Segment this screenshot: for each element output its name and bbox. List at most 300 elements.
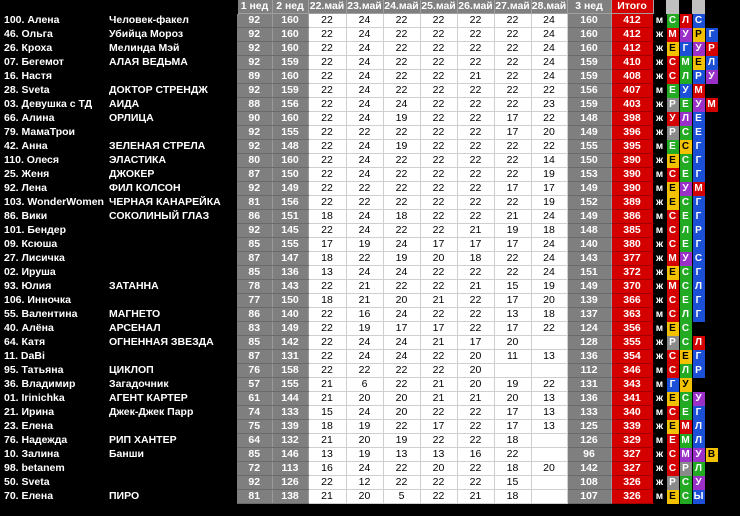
letter-badge[interactable]: Р (666, 476, 679, 490)
week2-score[interactable]: 132 (272, 434, 308, 448)
week2-score[interactable]: 160 (272, 14, 308, 28)
week1-score[interactable]: 90 (237, 112, 272, 126)
total-score[interactable]: 380 (611, 238, 653, 252)
participant-name[interactable]: 66. Алина (0, 112, 107, 126)
total-score[interactable]: 412 (611, 28, 653, 42)
day-score[interactable]: 22 (420, 28, 457, 42)
participant-name[interactable]: 09. Ксюша (0, 238, 107, 252)
table-row[interactable] (0, 84, 718, 98)
week3-score[interactable]: 153 (567, 168, 611, 182)
day-score[interactable]: 22 (308, 84, 346, 98)
day-score[interactable]: 22 (457, 154, 494, 168)
day-score[interactable]: 22 (494, 252, 531, 266)
day-score[interactable]: 20 (383, 392, 420, 406)
week3-score[interactable]: 156 (567, 84, 611, 98)
day-score[interactable]: 17 (494, 420, 531, 434)
week2-score[interactable]: 140 (272, 308, 308, 322)
letter-badge[interactable]: Г (692, 168, 705, 182)
day-score[interactable]: 24 (531, 42, 567, 56)
day-score[interactable]: 24 (383, 350, 420, 364)
table-row[interactable] (0, 238, 718, 252)
header-day-4[interactable]: 25.май (421, 0, 456, 13)
day-score[interactable]: 24 (346, 112, 383, 126)
letter-badge[interactable]: Е (679, 210, 692, 224)
day-score[interactable]: 22 (494, 70, 531, 84)
participant-name[interactable]: 103. WonderWomen (0, 196, 107, 210)
participant-name[interactable]: 25. Женя (0, 168, 107, 182)
week3-score[interactable]: 133 (567, 406, 611, 420)
day-score[interactable]: 24 (531, 56, 567, 70)
hero-name[interactable]: ОГНЕННАЯ ЗВЕЗДА (107, 336, 237, 350)
day-score[interactable]: 22 (420, 280, 457, 294)
day-score[interactable]: 24 (346, 56, 383, 70)
day-score[interactable]: 22 (531, 112, 567, 126)
letter-badge[interactable]: ж (653, 336, 666, 350)
letter-badge[interactable]: ж (653, 294, 666, 308)
week2-score[interactable]: 113 (272, 462, 308, 476)
week2-score[interactable]: 131 (272, 350, 308, 364)
day-score[interactable]: 22 (457, 196, 494, 210)
letter-badge[interactable] (705, 252, 718, 266)
letter-badge[interactable]: Е (666, 154, 679, 168)
week3-score[interactable]: 155 (567, 140, 611, 154)
day-score[interactable]: 22 (420, 70, 457, 84)
day-score[interactable]: 22 (383, 476, 420, 490)
week1-score[interactable]: 92 (237, 28, 272, 42)
letter-badge[interactable]: Л (692, 336, 705, 350)
day-score[interactable]: 22 (383, 126, 420, 140)
week1-score[interactable]: 92 (237, 14, 272, 28)
day-score[interactable]: 21 (420, 336, 457, 350)
day-score[interactable]: 24 (383, 336, 420, 350)
day-score[interactable]: 22 (420, 196, 457, 210)
letter-badge[interactable]: Е (666, 434, 679, 448)
letter-badge[interactable] (705, 476, 718, 490)
table-row[interactable] (0, 98, 718, 112)
day-score[interactable]: 20 (494, 336, 531, 350)
letter-badge[interactable] (705, 336, 718, 350)
letter-badge[interactable] (705, 210, 718, 224)
day-score[interactable]: 22 (457, 294, 494, 308)
day-score[interactable]: 24 (383, 266, 420, 280)
letter-badge[interactable]: Г (692, 294, 705, 308)
letter-badge[interactable]: Г (692, 238, 705, 252)
week3-score[interactable]: 140 (567, 238, 611, 252)
letter-badge[interactable]: Р (692, 224, 705, 238)
hero-name[interactable]: АИДА (107, 98, 237, 112)
day-score[interactable]: 22 (383, 420, 420, 434)
day-score[interactable]: 22 (531, 140, 567, 154)
day-score[interactable]: 22 (383, 280, 420, 294)
day-score[interactable]: 19 (494, 224, 531, 238)
letter-badge[interactable]: Е (692, 126, 705, 140)
week1-score[interactable]: 92 (237, 126, 272, 140)
header-day-2[interactable]: 23.май (347, 0, 382, 13)
hero-name[interactable] (107, 294, 237, 308)
day-score[interactable]: 17 (494, 182, 531, 196)
day-score[interactable]: 22 (420, 434, 457, 448)
letter-badge[interactable]: У (666, 112, 679, 126)
total-score[interactable]: 386 (611, 210, 653, 224)
hero-name[interactable]: ДОКТОР СТРЕНДЖ (107, 84, 237, 98)
day-score[interactable]: 17 (420, 238, 457, 252)
day-score[interactable]: 22 (420, 168, 457, 182)
day-score[interactable]: 16 (457, 448, 494, 462)
week1-score[interactable]: 87 (237, 350, 272, 364)
letter-badge[interactable]: Е (666, 84, 679, 98)
day-score[interactable]: 22 (308, 140, 346, 154)
week2-score[interactable]: 159 (272, 56, 308, 70)
total-score[interactable]: 363 (611, 308, 653, 322)
day-score[interactable]: 24 (346, 154, 383, 168)
hero-name[interactable] (107, 70, 237, 84)
day-score[interactable]: 12 (346, 476, 383, 490)
letter-badge[interactable]: У (692, 448, 705, 462)
letter-badge[interactable] (692, 322, 705, 336)
letter-badge[interactable] (705, 490, 718, 504)
week3-score[interactable]: 143 (567, 252, 611, 266)
total-score[interactable]: 390 (611, 182, 653, 196)
day-score[interactable]: 24 (346, 168, 383, 182)
day-score[interactable]: 22 (308, 364, 346, 378)
day-score[interactable]: 16 (346, 308, 383, 322)
letter-badge[interactable]: Е (679, 238, 692, 252)
letter-badge[interactable]: У (692, 476, 705, 490)
day-score[interactable]: 24 (346, 266, 383, 280)
week3-score[interactable]: 137 (567, 308, 611, 322)
letter-badge[interactable]: У (705, 70, 718, 84)
participant-name[interactable]: 64. Катя (0, 336, 107, 350)
letter-badge[interactable]: У (679, 252, 692, 266)
letter-badge[interactable]: С (692, 252, 705, 266)
letter-badge[interactable] (705, 196, 718, 210)
day-score[interactable]: 22 (457, 308, 494, 322)
letter-badge[interactable] (705, 462, 718, 476)
total-score[interactable]: 343 (611, 378, 653, 392)
letter-badge[interactable]: Л (679, 308, 692, 322)
letter-badge[interactable]: М (705, 98, 718, 112)
week3-score[interactable]: 150 (567, 154, 611, 168)
week2-score[interactable]: 155 (272, 378, 308, 392)
hero-name[interactable]: Банши (107, 448, 237, 462)
day-score[interactable]: 24 (346, 406, 383, 420)
day-score[interactable]: 22 (457, 84, 494, 98)
letter-badge[interactable]: Р (666, 126, 679, 140)
day-score[interactable]: 11 (494, 350, 531, 364)
letter-badge[interactable]: С (679, 280, 692, 294)
day-score[interactable]: 22 (308, 42, 346, 56)
day-score[interactable]: 24 (531, 238, 567, 252)
day-score[interactable]: 23 (531, 98, 567, 112)
letter-badge[interactable]: У (679, 84, 692, 98)
week2-score[interactable]: 142 (272, 336, 308, 350)
day-score[interactable]: 22 (494, 84, 531, 98)
day-score[interactable]: 24 (346, 14, 383, 28)
hero-name[interactable] (107, 350, 237, 364)
day-score[interactable]: 24 (531, 70, 567, 84)
day-score[interactable]: 17 (308, 238, 346, 252)
letter-badge[interactable]: Л (679, 224, 692, 238)
week2-score[interactable]: 156 (272, 98, 308, 112)
letter-badge[interactable]: С (666, 224, 679, 238)
letter-badge[interactable] (705, 112, 718, 126)
total-score[interactable]: 412 (611, 42, 653, 56)
day-score[interactable]: 24 (346, 28, 383, 42)
day-score[interactable]: 20 (346, 434, 383, 448)
hero-name[interactable] (107, 238, 237, 252)
header-week1[interactable]: 1 нед (237, 0, 272, 14)
day-score[interactable]: 13 (531, 350, 567, 364)
day-score[interactable]: 18 (494, 462, 531, 476)
week1-score[interactable]: 92 (237, 42, 272, 56)
hero-name[interactable]: МАГНЕТО (107, 308, 237, 322)
total-score[interactable]: 390 (611, 168, 653, 182)
day-score[interactable]: 22 (457, 434, 494, 448)
day-score[interactable]: 21 (308, 378, 346, 392)
table-row[interactable] (0, 308, 718, 322)
total-score[interactable]: 356 (611, 322, 653, 336)
letter-badge[interactable]: м (653, 364, 666, 378)
week3-score[interactable]: 124 (567, 322, 611, 336)
day-score[interactable]: 22 (494, 14, 531, 28)
week3-score[interactable]: 151 (567, 266, 611, 280)
week1-score[interactable]: 75 (237, 420, 272, 434)
letter-badge[interactable] (705, 420, 718, 434)
day-score[interactable]: 22 (457, 406, 494, 420)
day-score[interactable]: 22 (494, 448, 531, 462)
table-row[interactable] (0, 448, 718, 462)
day-score[interactable]: 20 (346, 490, 383, 504)
week3-score[interactable]: 159 (567, 70, 611, 84)
table-row[interactable] (0, 378, 718, 392)
day-score[interactable]: 24 (531, 252, 567, 266)
day-score[interactable]: 16 (308, 462, 346, 476)
week1-score[interactable]: 80 (237, 154, 272, 168)
participant-name[interactable]: 11. DaBi (0, 350, 107, 364)
day-score[interactable]: 22 (383, 56, 420, 70)
letter-badge[interactable]: м (653, 378, 666, 392)
day-score[interactable]: 21 (420, 294, 457, 308)
day-score[interactable]: 18 (308, 294, 346, 308)
week1-score[interactable]: 87 (237, 252, 272, 266)
letter-badge[interactable]: Л (692, 280, 705, 294)
week1-score[interactable]: 85 (237, 266, 272, 280)
letter-badge[interactable] (705, 154, 718, 168)
day-score[interactable]: 22 (494, 42, 531, 56)
day-score[interactable]: 22 (457, 28, 494, 42)
participant-name[interactable]: 02. Ируша (0, 266, 107, 280)
day-score[interactable]: 22 (457, 56, 494, 70)
letter-badge[interactable]: Г (692, 196, 705, 210)
week2-score[interactable]: 159 (272, 84, 308, 98)
week1-score[interactable]: 92 (237, 182, 272, 196)
week3-score[interactable]: 107 (567, 490, 611, 504)
day-score[interactable]: 19 (346, 420, 383, 434)
letter-badge[interactable]: У (692, 42, 705, 56)
day-score[interactable]: 22 (308, 322, 346, 336)
hero-name[interactable]: Человек-факел (107, 14, 237, 28)
day-score[interactable]: 22 (308, 182, 346, 196)
total-score[interactable]: 341 (611, 392, 653, 406)
week1-score[interactable]: 92 (237, 56, 272, 70)
hero-name[interactable]: Джек-Джек Парр (107, 406, 237, 420)
day-score[interactable]: 24 (531, 14, 567, 28)
letter-badge[interactable]: М (666, 28, 679, 42)
day-score[interactable]: 20 (494, 392, 531, 406)
letter-badge[interactable]: С (666, 210, 679, 224)
letter-badge[interactable]: Л (692, 462, 705, 476)
letter-badge[interactable]: В (705, 448, 718, 462)
day-score[interactable] (531, 434, 567, 448)
week3-score[interactable]: 149 (567, 280, 611, 294)
letter-badge[interactable]: Р (666, 98, 679, 112)
day-score[interactable]: 20 (420, 462, 457, 476)
participant-name[interactable]: 42. Анна (0, 140, 107, 154)
letter-badge[interactable]: ж (653, 112, 666, 126)
participant-name[interactable]: 46. Ольга (0, 28, 107, 42)
day-score[interactable]: 18 (531, 308, 567, 322)
letter-badge[interactable]: Г (692, 210, 705, 224)
letter-badge[interactable]: Е (679, 98, 692, 112)
day-score[interactable] (531, 490, 567, 504)
hero-name[interactable]: Убийца Мороз (107, 28, 237, 42)
total-score[interactable]: 408 (611, 70, 653, 84)
participant-name[interactable]: 92. Лена (0, 182, 107, 196)
day-score[interactable]: 21 (457, 392, 494, 406)
participant-name[interactable]: 79. МамаТрои (0, 126, 107, 140)
day-score[interactable]: 19 (383, 112, 420, 126)
header-day-5[interactable]: 26.май (458, 0, 493, 13)
letter-badge[interactable] (705, 294, 718, 308)
week2-score[interactable]: 136 (272, 266, 308, 280)
letter-badge[interactable]: Е (666, 322, 679, 336)
week2-score[interactable]: 151 (272, 210, 308, 224)
day-score[interactable]: 17 (494, 406, 531, 420)
letter-badge[interactable]: м (653, 14, 666, 28)
letter-badge[interactable] (705, 266, 718, 280)
day-score[interactable]: 21 (457, 490, 494, 504)
day-score[interactable]: 24 (346, 462, 383, 476)
letter-badge[interactable]: У (679, 182, 692, 196)
letter-badge[interactable] (705, 308, 718, 322)
week2-score[interactable]: 160 (272, 70, 308, 84)
day-score[interactable]: 22 (494, 98, 531, 112)
header-total[interactable]: Итого (611, 0, 653, 14)
day-score[interactable] (531, 336, 567, 350)
day-score[interactable]: 6 (346, 378, 383, 392)
day-score[interactable]: 18 (308, 252, 346, 266)
letter-badge[interactable]: С (666, 462, 679, 476)
letter-badge[interactable]: С (666, 406, 679, 420)
day-score[interactable]: 22 (420, 224, 457, 238)
day-score[interactable]: 18 (494, 490, 531, 504)
week2-score[interactable]: 155 (272, 238, 308, 252)
day-score[interactable]: 24 (346, 336, 383, 350)
week2-score[interactable]: 156 (272, 196, 308, 210)
letter-badge[interactable]: Л (679, 112, 692, 126)
day-score[interactable]: 22 (383, 28, 420, 42)
day-score[interactable]: 22 (383, 196, 420, 210)
week3-score[interactable]: 160 (567, 14, 611, 28)
letter-badge[interactable]: ж (653, 196, 666, 210)
day-score[interactable]: 5 (383, 490, 420, 504)
day-score[interactable]: 24 (383, 98, 420, 112)
week1-score[interactable]: 89 (237, 70, 272, 84)
day-score[interactable]: 22 (420, 406, 457, 420)
week2-score[interactable]: 160 (272, 42, 308, 56)
day-score[interactable]: 24 (531, 210, 567, 224)
day-score[interactable]: 22 (308, 336, 346, 350)
letter-badge[interactable]: Г (692, 266, 705, 280)
day-score[interactable]: 19 (383, 434, 420, 448)
week2-score[interactable]: 147 (272, 252, 308, 266)
day-score[interactable]: 17 (383, 322, 420, 336)
week2-score[interactable]: 149 (272, 322, 308, 336)
hero-name[interactable] (107, 462, 237, 476)
participant-name[interactable]: 10. Залина (0, 448, 107, 462)
day-score[interactable]: 22 (346, 252, 383, 266)
day-score[interactable]: 22 (383, 42, 420, 56)
day-score[interactable]: 22 (383, 378, 420, 392)
letter-badge[interactable]: С (666, 56, 679, 70)
week2-score[interactable]: 138 (272, 490, 308, 504)
day-score[interactable]: 15 (494, 280, 531, 294)
table-row[interactable] (0, 322, 718, 336)
week3-score[interactable]: 128 (567, 336, 611, 350)
letter-badge[interactable]: Г (666, 378, 679, 392)
letter-badge[interactable]: ж (653, 266, 666, 280)
week1-score[interactable]: 92 (237, 476, 272, 490)
week3-score[interactable]: 160 (567, 28, 611, 42)
day-score[interactable]: 17 (494, 238, 531, 252)
day-score[interactable]: 22 (420, 364, 457, 378)
participant-name[interactable]: 26. Кроха (0, 42, 107, 56)
table-row[interactable] (0, 154, 718, 168)
participant-name[interactable]: 100. Алена (0, 14, 107, 28)
letter-badge[interactable]: ж (653, 448, 666, 462)
letter-badge[interactable]: ж (653, 28, 666, 42)
week2-score[interactable]: 139 (272, 420, 308, 434)
day-score[interactable]: 22 (383, 224, 420, 238)
week2-score[interactable]: 143 (272, 280, 308, 294)
letter-badge[interactable]: Е (666, 420, 679, 434)
week3-score[interactable]: 149 (567, 126, 611, 140)
week1-score[interactable]: 81 (237, 196, 272, 210)
day-score[interactable]: 22 (420, 266, 457, 280)
letter-badge[interactable]: С (679, 196, 692, 210)
day-score[interactable]: 22 (420, 210, 457, 224)
letter-badge[interactable]: Ы (693, 491, 704, 503)
hero-name[interactable]: ЗАТАННА (107, 280, 237, 294)
total-score[interactable]: 327 (611, 448, 653, 462)
day-score[interactable]: 13 (383, 448, 420, 462)
table-row[interactable] (0, 350, 718, 364)
hero-name[interactable]: СОКОЛИНЫЙ ГЛАЗ (107, 210, 237, 224)
letter-badge[interactable]: ж (653, 392, 666, 406)
participant-name[interactable]: 40. Алёна (0, 322, 107, 336)
letter-badge[interactable]: ж (653, 56, 666, 70)
day-score[interactable]: 22 (308, 14, 346, 28)
day-score[interactable]: 22 (346, 182, 383, 196)
letter-badge[interactable]: Р (666, 336, 679, 350)
day-score[interactable]: 17 (457, 238, 494, 252)
participant-name[interactable]: 23. Елена (0, 420, 107, 434)
letter-badge[interactable] (705, 84, 718, 98)
week2-score[interactable]: 155 (272, 126, 308, 140)
day-score[interactable]: 20 (457, 364, 494, 378)
participant-name[interactable]: 03. Девушка с ТД (0, 98, 107, 112)
day-score[interactable]: 24 (346, 140, 383, 154)
